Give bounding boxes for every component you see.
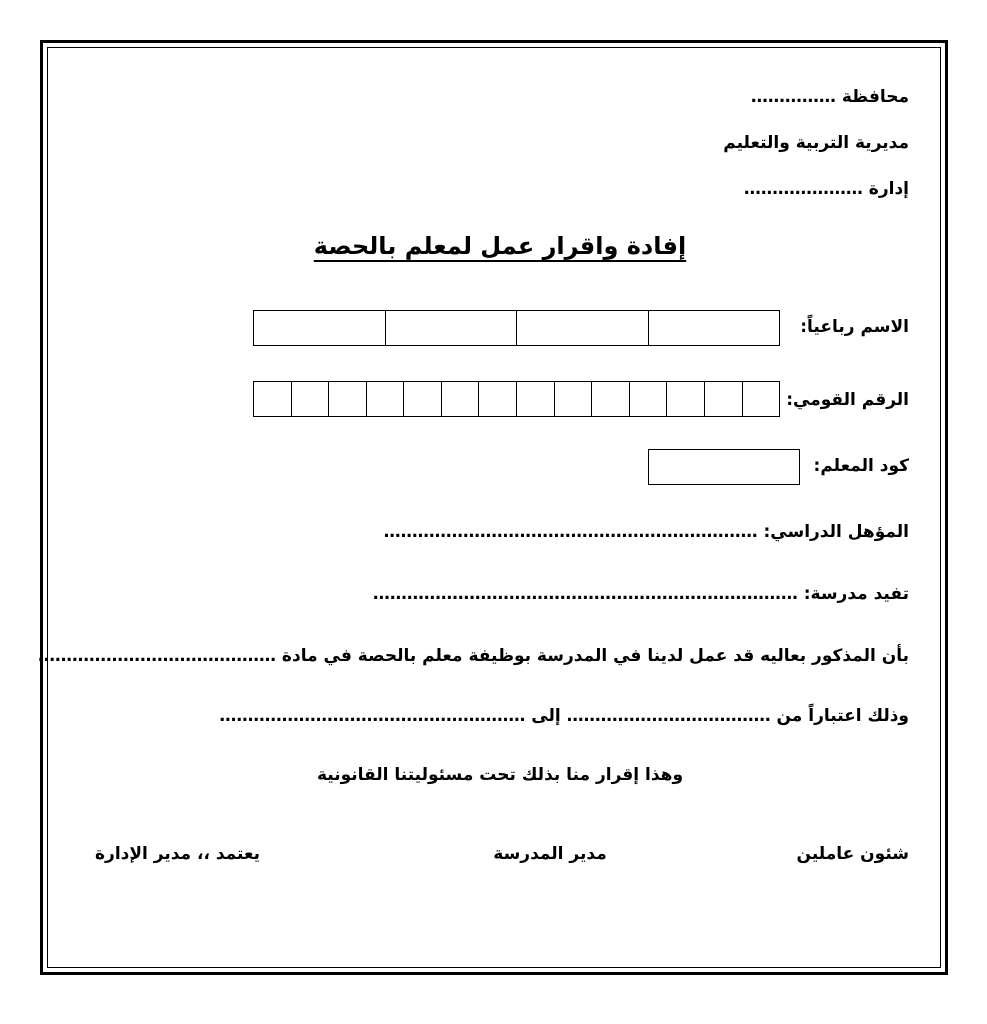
national-id-label: الرقم القومي: [786,390,909,410]
signature-director: يعتمد ،، مدير الإدارة [95,844,260,864]
national-id-digit-cell[interactable] [516,382,554,416]
national-id-digit-cell[interactable] [254,382,291,416]
teacher-code-box[interactable] [648,449,800,485]
administration-line: إدارة ………………… [743,179,909,199]
qualification-line: المؤهل الدراسي: ………………………………………………………… [383,522,909,542]
national-id-digit-cell[interactable] [366,382,404,416]
signature-personnel: شئون عاملين [796,844,909,864]
page-title: إفادة واقرار عمل لمعلم بالحصة [313,232,687,260]
full-name-label: الاسم رباعياً: [800,317,909,337]
full-name-cell[interactable] [385,311,517,345]
legal-declaration-line: وهذا إقرار منا بذلك تحت مسئوليتنا القانونية [316,765,684,785]
full-name-cell[interactable] [254,311,385,345]
signature-principal: مدير المدرسة [493,844,607,864]
directorate-line: مديرية التربية والتعليم [723,133,909,153]
full-name-boxes[interactable] [253,310,780,346]
national-id-digit-cell[interactable] [441,382,479,416]
school-line: تفيد مدرسة: ………………………………………………………………… [372,584,909,604]
national-id-digit-cell[interactable] [591,382,629,416]
national-id-digit-cell[interactable] [629,382,667,416]
national-id-boxes[interactable] [253,381,780,417]
national-id-digit-cell[interactable] [328,382,366,416]
national-id-digit-cell[interactable] [554,382,592,416]
national-id-digit-cell[interactable] [403,382,441,416]
teacher-code-label: كود المعلم: [813,456,909,476]
full-name-cell[interactable] [516,311,648,345]
national-id-digit-cell[interactable] [478,382,516,416]
governorate-line: محافظة …………… [750,87,909,107]
statement-line-period: وذلك اعتباراً من ……………………………… إلى ……………………………………………… [219,706,909,726]
national-id-digit-cell[interactable] [666,382,704,416]
national-id-digit-cell[interactable] [704,382,742,416]
national-id-digit-cell[interactable] [742,382,780,416]
statement-line-subject: بأن المذكور بعاليه قد عمل لدينا في المدرسة بوظيفة معلم بالحصة في مادة …………………………………… [38,646,909,666]
national-id-digit-cell[interactable] [291,382,329,416]
full-name-cell[interactable] [648,311,780,345]
